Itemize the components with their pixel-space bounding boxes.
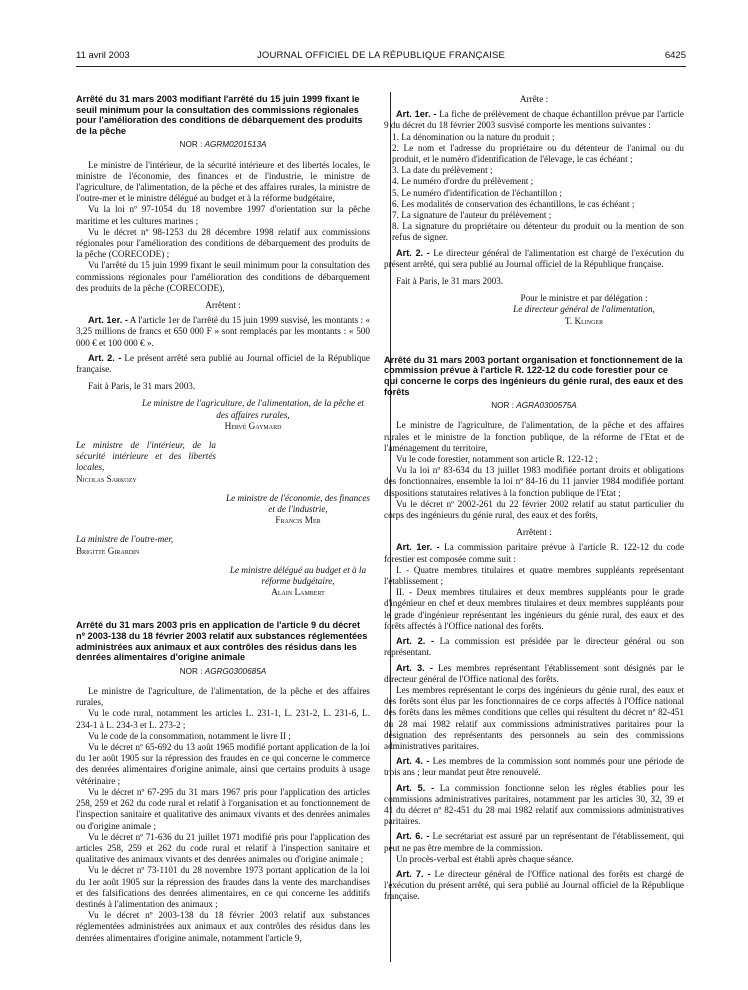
- nor-label: NOR :: [179, 140, 203, 150]
- article: [384, 542, 684, 564]
- article: [76, 315, 370, 349]
- paragraph: I. - Quatre membres titulaires et quatre membres suppléants représentant l'établissement ;: [384, 564, 684, 587]
- delegation-line: Pour le ministre et par délégation :: [520, 293, 648, 304]
- list-item: 6. Les modalités de conservation des échantillons, le cas échéant ;: [392, 198, 635, 209]
- paragraph: Vu l'arrêté du 15 juin 1999 fixant le seuil minimum pour la consultation des commissions régionales pour l'amélioration des conditions de débarquement des produits de la pêche (CORECODE),: [76, 260, 370, 293]
- list-item: 2. Le nom et l'adresse du propriétaire ou du détenteur de l'animal ou du produit, et le numéro d'identification de l'élevage, le cas échéant ;: [392, 142, 684, 165]
- header-rule: [76, 66, 686, 67]
- article: [384, 783, 684, 828]
- signature-block: [76, 493, 370, 527]
- paragraph: Le ministre de l'agriculture, de l'alimentation, de la pêche et des affaires rurales,: [76, 686, 370, 708]
- arrete-heading: Arrête :: [519, 94, 549, 104]
- signatory-name: T. Klinger: [564, 315, 604, 326]
- spacer: [384, 341, 684, 355]
- article-text: La commission fonctionne selon les règles établies pour les commissions administratives paritaires, notamment par les articles 30, 32, 39 et 41 du décret nº 82-451 du 28 mai 1982 relatif aux commissions administratives paritaires.: [384, 782, 685, 827]
- paragraph: Vu le décret nº 2003-138 du 18 février 2003 relatif aux substances réglementées administrées aux animaux et aux contrôles des résidus dans les denrées alimentaires d'origine animale, notamment l'article 9,: [76, 910, 370, 943]
- article: [384, 248, 684, 270]
- article: [384, 831, 684, 853]
- spacer: [76, 526, 370, 534]
- signature-block: [76, 565, 370, 599]
- article: [76, 353, 370, 375]
- signatory-name: Brigitte Girardin: [76, 545, 140, 556]
- article-text: Le présent arrêté sera publié au Journal officiel de la République française.: [76, 352, 371, 375]
- article-label: Art. 1er. -: [396, 109, 437, 120]
- signature-block: [76, 440, 216, 485]
- nor-label: NOR :: [491, 401, 514, 411]
- article-label: Art. 2. -: [396, 247, 430, 258]
- article-text: Le secrétariat est assuré par un représentant de l'établissement, qui peut ne pas être membre de la commission.: [384, 831, 684, 853]
- paragraph: Vu le décret nº 98-1253 du 28 décembre 1998 relatif aux commissions régionales pour l'amélioration des conditions de débarquement des produits de la pêche (CORECODE) ;: [76, 226, 370, 260]
- spacer: [76, 557, 370, 565]
- paragraph: Vu le code de la consommation, notamment le livre II ;: [88, 730, 291, 741]
- nor-label: NOR :: [179, 666, 203, 676]
- article-text: Le directeur général de l'Office national des forêts est chargé de l'exécution du présent arrêté, qui sera publié au Journal officiel de la République française.: [384, 868, 685, 902]
- signatory-title: Le ministre de l'intérieur, de la sécurité intérieure et des libertés locales,: [76, 440, 216, 473]
- signatory-name: Nicolas Sarkozy: [76, 473, 137, 484]
- article: [384, 636, 684, 658]
- arretent-heading: Arrêtent :: [205, 300, 241, 311]
- signature-block: [76, 534, 216, 556]
- paragraph: Les membres représentant le corps des ingénieurs du génie rural, des eaux et des forêts sont élus par les fonctionnaires de ce corps affectés à l'Office national des forêts dans les mêmes conditions que celles qui résultent du décret nº 82-451 du 28 mai 1982 relatif aux commissions administratives paritaires pour la désignation des représentants des personnels au sein des commissions administratives paritaires.: [384, 684, 684, 751]
- paragraph: Le ministre de l'intérieur, de la sécurité intérieure et des libertés locales, le ministre de l'économie, des finances et de l'industrie, le ministre de l'agriculture, de l'alimentation, de la pêche et des affaires rurales, la ministre de l'outre-mer et le ministre délégué au budget et à la réforme budgétaire,: [76, 159, 370, 204]
- article-label: Art. 2. -: [396, 636, 435, 647]
- paragraph: Vu la loi nº 97-1054 du 18 novembre 1997 d'orientation sur la pêche maritime et les cultures marines ;: [76, 204, 370, 226]
- signatory-name: Francis Mer: [275, 515, 321, 526]
- right-column: [384, 94, 684, 903]
- paragraph: Vu le code rural, notamment les articles L. 231-1, L. 231-2, L. 231-6, L. 234-1 à L. 234-3 et L. 273-2 ;: [76, 708, 370, 730]
- spacer: [76, 612, 370, 620]
- issue-date: 11 avril 2003: [76, 50, 130, 61]
- article-text: La commission paritaire prévue à l'article R. 122-12 du code forestier est composée comme suit :: [384, 542, 685, 564]
- paragraph: II. - Deux membres titulaires et deux membres suppléants pour le grade d'ingénieur en chef et deux membres titulaires et deux membres suppléants pour le grade d'ingénieur représentant les ingénieurs du génie rural, des eaux et des forêts affectés à l'Office national des forêts.: [384, 587, 684, 631]
- signature-block: [76, 398, 370, 432]
- signatory-name: Hervé Gaymard: [224, 420, 282, 431]
- signature-block: [384, 293, 684, 327]
- signature-date: Fait à Paris, le 31 mars 2003.: [396, 276, 504, 287]
- article-text: Les membres représentant l'établissement sont désignés par le directeur général de l'Office national des forêts.: [384, 662, 684, 684]
- page-number: 6425: [664, 50, 686, 61]
- nor-reference: [384, 400, 684, 411]
- article: [384, 756, 684, 778]
- journal-title: JOURNAL OFFICIEL DE LA RÉPUBLIQUE FRANÇAISE: [256, 50, 506, 61]
- signatory-title: La ministre de l'outre-mer,: [76, 534, 174, 545]
- article-label: Art. 6. -: [396, 831, 430, 842]
- signatory-title: Le ministre de l'économie, des finances et de l'industrie,: [226, 492, 370, 515]
- article-text: La fiche de prélèvement de chaque échantillon prévue par l'article 9 du décret du 18 février 2003 susvisé comporte les mentions suivantes :: [384, 109, 685, 131]
- signatory-title: Le directeur général de l'alimentation,: [513, 304, 655, 315]
- article-label: Art. 1er. -: [396, 542, 440, 553]
- article-text: Le directeur général de l'alimentation est chargé de l'exécution du présent arrêté, qui sera publié au Journal officiel de la République française.: [384, 247, 685, 269]
- nor-reference: [76, 666, 370, 677]
- list-item: 3. La date du prélèvement ;: [392, 165, 493, 176]
- spacer: [76, 598, 370, 612]
- article-label: Art. 4. -: [396, 756, 430, 767]
- list-item: 4. Le numéro d'ordre du prélèvement ;: [392, 176, 534, 187]
- nor-code: AGRM0201513A: [204, 140, 267, 150]
- arretent-heading: Arrêtent :: [516, 527, 552, 538]
- article-text: La commission est présidée par le directeur général ou son représentant.: [384, 636, 685, 658]
- paragraph: Vu le décret nº 65-692 du 13 août 1965 modifié portant application de la loi du 1er août 1905 sur la répression des fraudes en ce qui concerne le commerce des denrées alimentaires d'origine animale, ainsi que certains produits à usage vétérinaire ;: [76, 742, 370, 786]
- article-label: Art. 1er. -: [88, 315, 128, 326]
- nor-code: AGRA0300575A: [516, 401, 577, 411]
- signatory-name: Alain Lambert: [271, 587, 325, 598]
- paragraph: Le ministre de l'agriculture, de l'alimentation, de la pêche et des affaires rurales et le ministre de la fonction publique, de la réforme de l'Etat et de l'aménagement du territoire,: [384, 420, 684, 453]
- signatory-title: Le ministre délégué au budget et à la réforme budgétaire,: [229, 564, 367, 587]
- paragraph: Vu le décret nº 71-636 du 21 juillet 1971 modifié pris pour l'application des articles 258, 259 et 262 du code rural et relatif à l'inspection sanitaire et qualitative des animaux vivants et des denrées animales ou d'origine animale ;: [76, 831, 370, 865]
- paragraph: Vu le décret nº 73-1101 du 28 novembre 1973 portant application de la loi du 1er août 1905 sur la répression des fraudes dans la vente des marchandises et des falsifications des denrées alimentaires, en ce qui concerne les additifs destinés à l'alimentation des animaux ;: [76, 865, 370, 909]
- paragraph: Un procès-verbal est établi après chaque séance.: [396, 853, 574, 864]
- mentions-list: [384, 132, 684, 244]
- list-item: 1. La dénomination ou la nature du produit ;: [392, 131, 555, 142]
- article-label: Art. 2. -: [88, 352, 122, 363]
- paragraph: Vu le décret nº 2002-261 du 22 février 2002 relatif au statut particulier du corps des ingénieurs du génie rural, des eaux et des forêts,: [384, 498, 684, 521]
- nor-reference: [76, 139, 370, 150]
- spacer: [76, 485, 370, 493]
- spacer: [76, 432, 370, 440]
- article: [384, 869, 684, 903]
- nor-code: AGRG0300685A: [204, 666, 267, 676]
- article: [384, 109, 684, 131]
- decree-title: Arrêté du 31 mars 2003 portant organisation et fonctionnement de la commission prévue à l'article R. 122-12 du code forestier pour ce qui concerne le corps des ingénieurs du génie rural, des eaux et des forêts: [384, 354, 684, 397]
- decree-title: Arrêté du 31 mars 2003 pris en application de l'article 9 du décret nº 2003-138 du 18 février 2003 relatif aux substances réglementées administrées aux animaux et aux contrôles des résidus dans les denrées alimentaires d'origine animale: [76, 620, 368, 663]
- list-item: 8. La signature du propriétaire ou détenteur du produit ou la mention de son refus de signer.: [392, 221, 684, 243]
- spacer: [384, 327, 684, 341]
- page-header: [76, 50, 686, 64]
- paragraph: Vu le code forestier, notamment son article R. 122-12 ;: [396, 454, 598, 465]
- left-column: [76, 94, 370, 944]
- decree-title: Arrêté du 31 mars 2003 modifiant l'arrêté du 15 juin 1999 fixant le seuil minimum pour la consultation des commissions régionales pour l'amélioration des conditions de débarquement des produits de la pêche: [76, 94, 363, 136]
- article-label: Art. 3. -: [396, 662, 433, 673]
- list-item: 7. La signature de l'auteur du prélèvement ;: [392, 210, 552, 221]
- article: [384, 663, 684, 685]
- paragraph: Vu le décret nº 67-295 du 31 mars 1967 pris pour l'application des articles 258, 259 et 262 du code rural et relatif à l'organisation et au fonctionnement de l'inspection sanitaire et qualitative des animaux vivants et des denrées animales ou d'origine animale ;: [76, 786, 370, 831]
- paragraph: Vu la loi nº 83-634 du 13 juillet 1983 modifiée portant droits et obligations des fonctionnaires, ensemble la loi nº 84-16 du 11 janvier 1984 modifiée portant dispositions statutaires relatives à la fonction publique de l'Etat ;: [384, 465, 684, 498]
- article-text: A l'article 1er de l'arrêté du 15 juin 1999 susvisé, les montants : « 3,25 millions de francs et 650 000 F » sont remplacés par les montants : « 500 000 € et 100 000 € ».: [76, 315, 370, 348]
- article-label: Art. 5. -: [396, 782, 435, 793]
- signatory-title: Le ministre de l'agriculture, de l'alimentation, de la pêche et des affaires rurales,: [142, 398, 364, 420]
- signature-date: Fait à Paris, le 31 mars 2003.: [88, 381, 196, 392]
- list-item: 5. Le numéro d'identification de l'échantillon ;: [392, 187, 562, 198]
- article-label: Art. 7. -: [396, 868, 431, 879]
- article-text: Les membres de la commission sont nommés pour une période de trois ans ; leur mandat peut être renouvelé.: [384, 756, 685, 778]
